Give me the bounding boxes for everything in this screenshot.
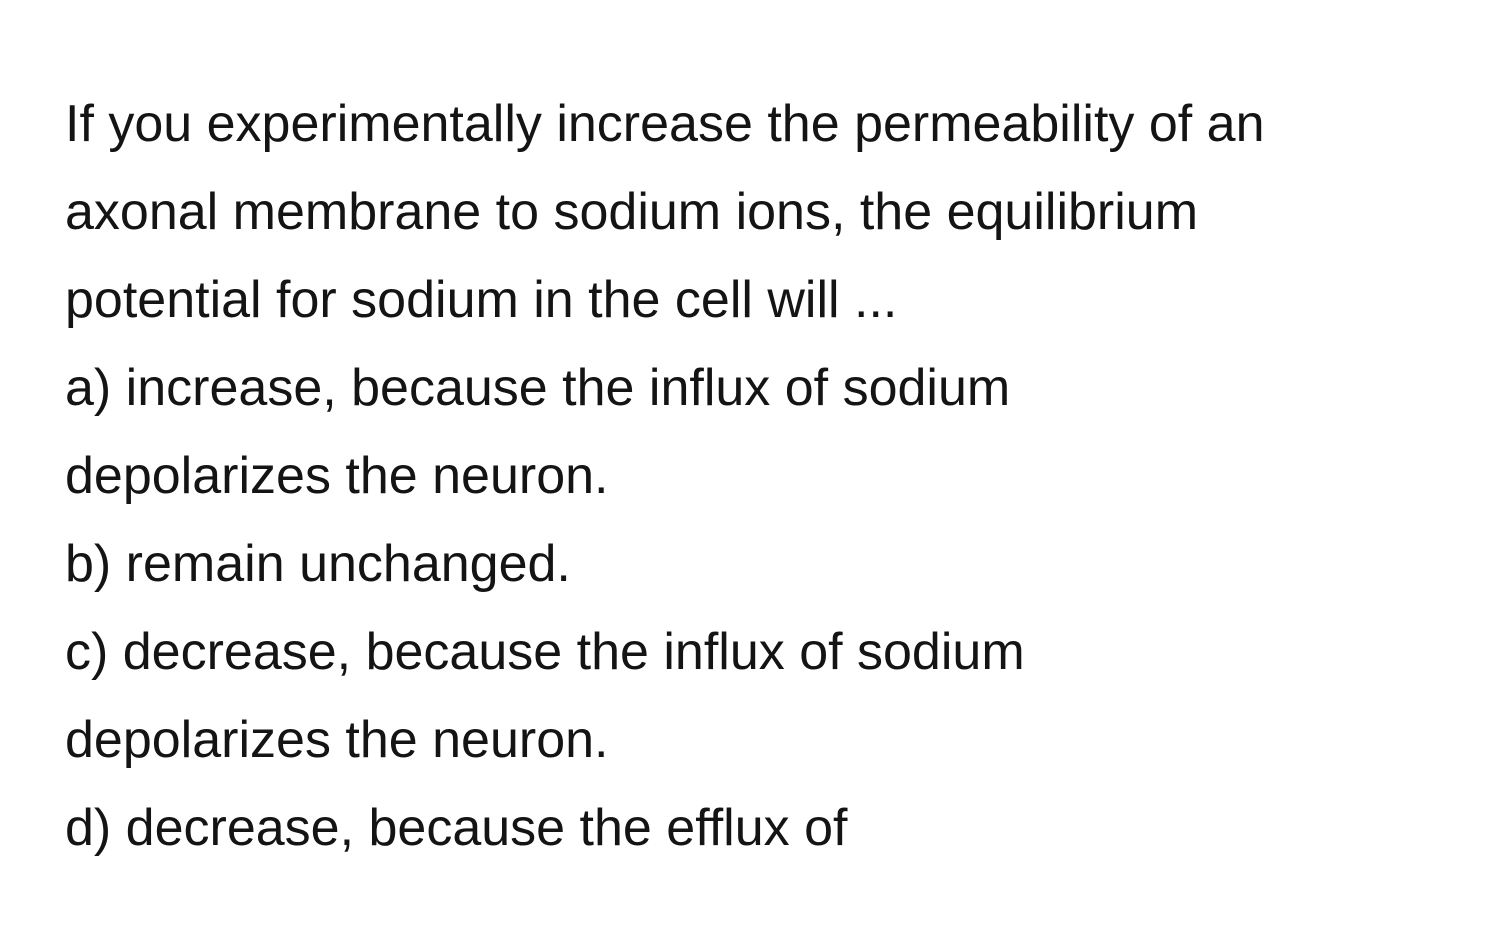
option-line: a) increase, because the influx of sodium [65,359,1011,417]
question-line: potential for sodium in the cell will ... [65,271,898,329]
option-c [65,608,1465,784]
answer-options [65,344,1465,872]
question-document [65,80,1465,872]
option-line: c) decrease, because the influx of sodium [65,623,1025,681]
option-line: depolarizes the neuron. [65,711,609,769]
option-line: d) decrease, because the efflux of [65,799,848,857]
question-text [65,80,1465,344]
option-d [65,784,1465,872]
option-a [65,344,1465,520]
option-line: depolarizes the neuron. [65,447,609,505]
option-b [65,520,1465,608]
question-line: axonal membrane to sodium ions, the equilibrium [65,183,1199,241]
option-line: b) remain unchanged. [65,535,571,593]
question-line: If you experimentally increase the permeability of an [65,95,1265,153]
